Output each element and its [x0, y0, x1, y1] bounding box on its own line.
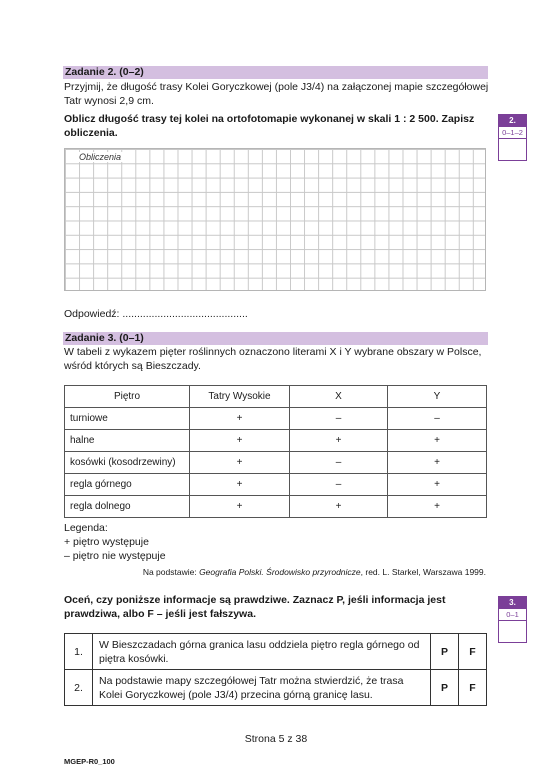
statement-number: 1. — [65, 634, 93, 670]
table-cell: – — [290, 474, 388, 496]
true-option[interactable]: P — [431, 634, 459, 670]
document-code: MGEP-R0_100 — [64, 757, 115, 766]
task3-header: Zadanie 3. (0–1) — [63, 332, 488, 345]
table-header-cell: Tatry Wysokie — [190, 386, 290, 408]
table-header-cell: Y — [388, 386, 487, 408]
statement-text: Na podstawie mapy szczegółowej Tatr można stwierdzić, że trasa Kolei Goryczkowej (pole J3/4) przecina górną granicę lasu. — [93, 670, 431, 706]
true-option[interactable]: P — [431, 670, 459, 706]
vegetation-zones-table — [64, 385, 487, 518]
table-cell: – — [290, 408, 388, 430]
task2-score-points: 0–1–2 — [499, 127, 526, 139]
table-header-row — [65, 386, 487, 408]
task3-score-box[interactable] — [498, 596, 527, 643]
source-suffix: , red. L. Starkel, Warszawa 1999. — [360, 567, 486, 577]
false-option[interactable]: F — [459, 634, 487, 670]
task2-intro: Przyjmij, że długość trasy Kolei Goryczkowej (pole J3/4) na załączonej mapie szczegółowej Tatr wynosi 2,9 cm. — [64, 81, 489, 107]
task2-score-number: 2. — [499, 115, 526, 127]
table-cell: + — [388, 430, 487, 452]
table-cell: regla górnego — [65, 474, 190, 496]
table-header-cell: Piętro — [65, 386, 190, 408]
legend-title: Legenda: — [64, 522, 108, 534]
false-option[interactable]: F — [459, 670, 487, 706]
table-cell: regla dolnego — [65, 496, 190, 518]
statement-text: W Bieszczadach górna granica lasu oddziela piętro regla górnego od piętra kosówki. — [93, 634, 431, 670]
source-prefix: Na podstawie: — [142, 567, 200, 577]
statement-row — [65, 670, 487, 706]
table-cell: turniowe — [65, 408, 190, 430]
table-row — [65, 496, 487, 518]
table-cell: – — [388, 408, 487, 430]
table-row — [65, 452, 487, 474]
table-cell: + — [190, 452, 290, 474]
task3-score-number: 3. — [499, 597, 526, 609]
table-cell: + — [388, 474, 487, 496]
table-cell: – — [290, 452, 388, 474]
table-row — [65, 430, 487, 452]
table-cell: + — [190, 430, 290, 452]
table-cell: + — [290, 496, 388, 518]
table-row — [65, 408, 487, 430]
source-title: Geografia Polski. Środowisko przyrodnicze — [199, 567, 361, 577]
statement-row — [65, 634, 487, 670]
calculation-label: Obliczenia — [79, 152, 122, 162]
task2-score-box[interactable] — [498, 114, 527, 161]
table-cell: + — [190, 474, 290, 496]
task3-score-points: 0–1 — [499, 609, 526, 621]
legend-minus: – piętro nie występuje — [64, 550, 166, 562]
task3-instruction: Oceń, czy poniższe informacje są prawdziwe. Zaznacz P, jeśli informacja jest prawdziwa, albo F – jeśli jest fałszywa. — [64, 594, 446, 620]
task2-score-field[interactable] — [499, 139, 526, 160]
table-cell: + — [190, 408, 290, 430]
page-number: Strona 5 z 38 — [244, 733, 308, 745]
task2-instruction: Oblicz długość trasy tej kolei na ortofotomapie wykonanej w skali 1 : 2 500. Zapisz obliczenia. — [64, 113, 475, 139]
table-cell: + — [290, 430, 388, 452]
true-false-table — [64, 633, 487, 706]
task2-answer-line[interactable]: Odpowiedź: ........................................... — [64, 308, 248, 320]
table-cell: + — [190, 496, 290, 518]
source-citation — [143, 567, 486, 577]
task3-score-field[interactable] — [499, 621, 526, 642]
table-cell: kosówki (kosodrzewiny) — [65, 452, 190, 474]
statement-number: 2. — [65, 670, 93, 706]
task3-intro: W tabeli z wykazem pięter roślinnych oznaczono literami X i Y wybrane obszary w Polsce, wśród których są Bieszczady. — [64, 346, 482, 372]
table-cell: + — [388, 452, 487, 474]
table-row — [65, 474, 487, 496]
table-header-cell: X — [290, 386, 388, 408]
legend-plus: + piętro występuje — [64, 536, 149, 548]
table-cell: + — [388, 496, 487, 518]
task2-header: Zadanie 2. (0–2) — [63, 66, 488, 79]
table-cell: halne — [65, 430, 190, 452]
calculation-grid[interactable] — [64, 148, 486, 291]
